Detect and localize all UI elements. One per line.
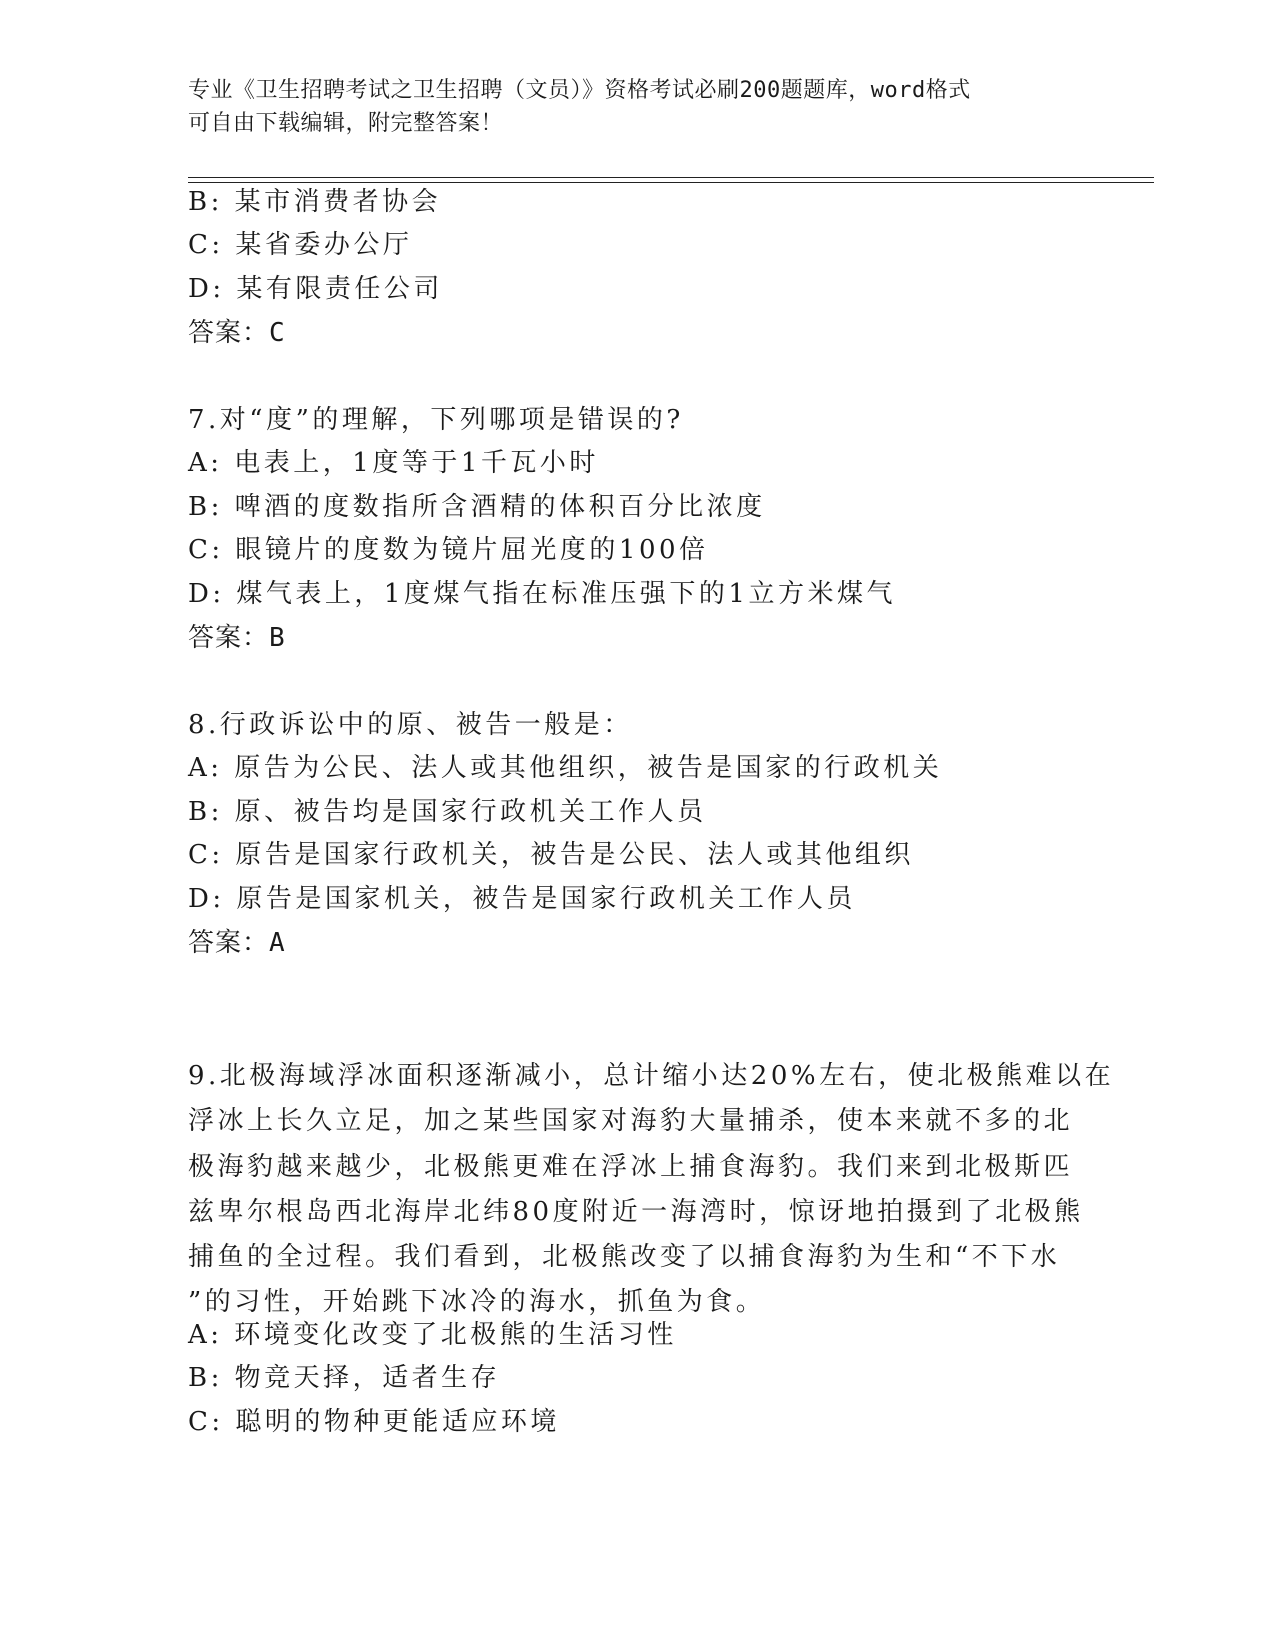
q8-answer: 答案：A [188,928,286,958]
q9-stem-line: 捕鱼的全过程。我们看到，北极熊改变了以捕食海豹为生和“不下水 [188,1242,1061,1273]
q9-stem-line: 极海豹越来越少，北极熊更难在浮冰上捕食海豹。我们来到北极斯匹 [188,1151,1074,1182]
q6-option-c: C: 某省委办公厅 [188,230,413,260]
q8-option-b: B: 原、被告均是国家行政机关工作人员 [188,797,707,827]
q6-option-b: B: 某市消费者协会 [188,187,442,217]
header-title-line-1: 专业《卫生招聘考试之卫生招聘（文员）》资格考试必刷200题题库，word格式 [188,78,971,103]
q7-option-b: B: 啤酒的度数指所含酒精的体积百分比浓度 [188,492,766,522]
header-title-line-2: 可自由下载编辑，附完整答案！ [188,111,504,136]
q9-stem-line: ”的习性，开始跳下冰冷的海水，抓鱼为食。 [188,1287,766,1318]
header-divider-bottom [188,182,1154,183]
q7-stem: 7.对“度”的理解，下列哪项是错误的? [188,405,684,435]
q9-option-b: B: 物竞天择，适者生存 [188,1363,501,1393]
q7-option-c: C: 眼镜片的度数为镜片屈光度的100倍 [188,535,709,565]
q9-option-c: C: 聪明的物种更能适应环境 [188,1407,560,1437]
header-divider-top [188,177,1154,178]
q6-answer: 答案：C [188,318,286,348]
q7-option-a: A: 电表上，1度等于1千瓦小时 [188,448,599,478]
document-header [188,74,1068,140]
q8-option-c: C: 原告是国家行政机关，被告是公民、法人或其他组织 [188,840,914,870]
q9-stem-line: 兹卑尔根岛西北海岸北纬80度附近一海湾时，惊讶地拍摄到了北极熊 [188,1196,1084,1227]
q6-option-d: D: 某有限责任公司 [188,274,443,304]
q9-stem-line: 浮冰上长久立足，加之某些国家对海豹大量捕杀，使本来就不多的北 [188,1106,1074,1137]
q8-option-a: A: 原告为公民、法人或其他组织，被告是国家的行政机关 [188,753,943,783]
q9-stem-line: 9.北极海域浮冰面积逐渐减小，总计缩小达20%左右，使北极熊难以在 [188,1061,1115,1091]
q9-stem [188,1054,1115,1326]
q9-option-a: A: 环境变化改变了北极熊的生活习性 [188,1320,677,1350]
q7-answer: 答案：B [188,623,286,653]
q7-option-d: D: 煤气表上，1度煤气指在标准压强下的1立方米煤气 [188,579,896,609]
q8-stem: 8.行政诉讼中的原、被告一般是： [188,710,633,740]
q8-option-d: D: 原告是国家机关，被告是国家行政机关工作人员 [188,884,856,914]
